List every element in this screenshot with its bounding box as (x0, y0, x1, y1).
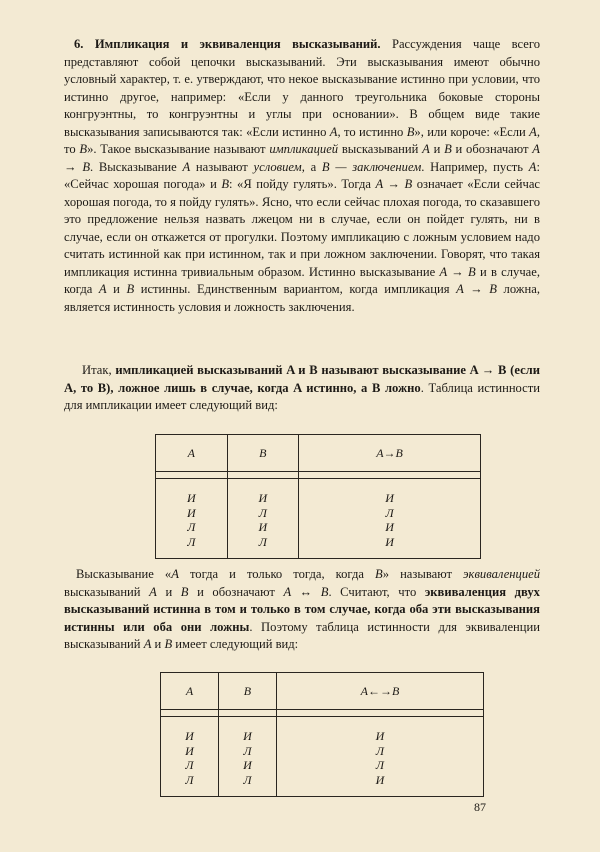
text-run: A (149, 584, 157, 599)
term-condition: условием (253, 159, 302, 174)
text-run: B (164, 637, 173, 651)
formula: A → B (456, 282, 497, 296)
text-run: B (444, 142, 452, 156)
text-run: и (106, 282, 127, 296)
text-run: . Таблица истинности для импликации имеет следующий вид: (64, 380, 541, 412)
text-run: A (422, 142, 430, 156)
text-run: ложна, является истинность условия и ложность заключения. (64, 282, 540, 314)
text-run: высказываний (338, 142, 423, 156)
text-run: A (98, 282, 107, 296)
term-conclusion: B — заключением (321, 159, 422, 174)
paragraph-implication-intro (64, 36, 540, 316)
text-run: и (429, 142, 445, 156)
text-run: и обозначают (451, 142, 533, 156)
table-values-row (161, 717, 484, 797)
text-run: B (375, 567, 383, 581)
paragraph-implication-definition (64, 362, 540, 415)
table-column-a-values: И И Л Л (161, 717, 219, 797)
formula: A ↔ B (283, 584, 329, 599)
text-run: тогда и только тогда, когда (178, 567, 376, 581)
definition-equivalence: эквиваленция двух высказываний истинна в том и только в том случае, когда оба эти высказывания истинны или оба они ложны (64, 584, 540, 634)
table-header-cell: A (156, 435, 228, 472)
text-run: : «Я пойду гулять». Тогда (229, 177, 376, 191)
table-header-cell: A→B (299, 435, 481, 472)
text-run: » называют (382, 567, 463, 581)
table-column-a-values: И И Л Л (156, 479, 228, 559)
text-run: A (329, 124, 338, 139)
table-header-row (156, 435, 481, 472)
text-run: , то (64, 124, 541, 156)
text-run: Рассуждения чаще всего представляют собой цепочки высказываний. Эти высказывания имеют обычно условный характер, т. е. утверждают, что некое высказывание истинно при условии, что истинно другое, например: «Если у данного треугольника боковые стороны конгруэнтны, то конгруэнтны и углы при основании». В общем виде такие высказывания записываются так: «Если истинно (64, 37, 540, 139)
page-number: 87 (474, 800, 486, 814)
truth-table-equivalence (160, 672, 484, 797)
text-run: A (171, 567, 179, 581)
text-run: . Поэтому таблица истинности для эквиваленции высказываний (64, 619, 540, 651)
formula: A → B (375, 177, 413, 191)
table-header-cell: B (218, 673, 276, 710)
text-run: называют (190, 159, 254, 174)
table-column-b-values: И Л И Л (227, 479, 299, 559)
text-run: : «Сейчас хорошая погода» и (64, 159, 540, 191)
text-run: высказываний (64, 584, 150, 599)
table-values-row (156, 479, 481, 559)
table-gap-row (156, 472, 481, 479)
text-run: ». Такое высказывание называют (87, 142, 270, 156)
text-run: B (180, 584, 189, 599)
text-run: A (182, 159, 191, 174)
text-run: . Высказывание (90, 159, 183, 174)
table-header-row (161, 673, 484, 710)
text-run: B (79, 142, 88, 156)
text-run: A (528, 159, 537, 174)
text-run: . Например, пусть (421, 159, 529, 174)
formula: A → B (439, 264, 476, 279)
table-column-b-values: И Л И Л (218, 717, 276, 797)
text-run: Высказывание « (76, 567, 172, 581)
text-run: и в случае, когда (64, 264, 540, 296)
text-run: имеет следующий вид: (172, 637, 299, 651)
table-header-cell: A←→B (276, 673, 483, 710)
table-gap-row (161, 710, 484, 717)
formula: A → B (64, 142, 540, 174)
text-run: и (156, 584, 181, 599)
section-heading: 6. Импликация и эквиваленция высказываний. (74, 37, 381, 51)
table-header-cell: B (227, 435, 299, 472)
truth-table-implication (155, 434, 481, 559)
text-run: », или короче: «Если (414, 124, 530, 139)
table-column-result-values: И Л Л И (276, 717, 483, 797)
term-implication: импликацией (269, 142, 339, 156)
text-run: A (143, 637, 152, 651)
table-column-result-values: И Л И И (299, 479, 481, 559)
text-run: , то истинно (337, 124, 407, 139)
text-run: истинны. Единственным вариантом, когда импликация (134, 282, 457, 296)
table-header-cell: A (161, 673, 219, 710)
text-run: B (221, 177, 230, 191)
text-run: и (151, 637, 165, 651)
text-run: означает «Если сейчас хорошая погода, то я пойду гулять». Ясно, что если сейчас плохая погода, то сказавшего это предложение нельзя назвать лжецом ни в случае, если он пойдет гулять, ни в случае, если он откажется от прогулки. Поэтому импликацию с ложным условием надо считать истинной как при истинном, так и при ложном заключении. Говорят, что такая импликация истинна тривиальным образом. Истинно высказывание (64, 177, 540, 279)
text-run: и обозначают (188, 584, 284, 599)
text-run: B (126, 282, 135, 296)
text-run: , а (301, 159, 322, 174)
text-run: A (529, 124, 537, 139)
definition-implication: импликацией высказываний A и B называют высказывание A → B (если A, то B), ложное лишь в случае, когда A истинно, а B ложно (64, 363, 540, 395)
text-run: B (406, 124, 415, 139)
text-run: Итак, (82, 363, 116, 377)
term-equivalence: эквиваленцией (463, 567, 541, 581)
paragraph-equivalence (64, 566, 540, 654)
text-run: . Считают, что (328, 584, 425, 599)
